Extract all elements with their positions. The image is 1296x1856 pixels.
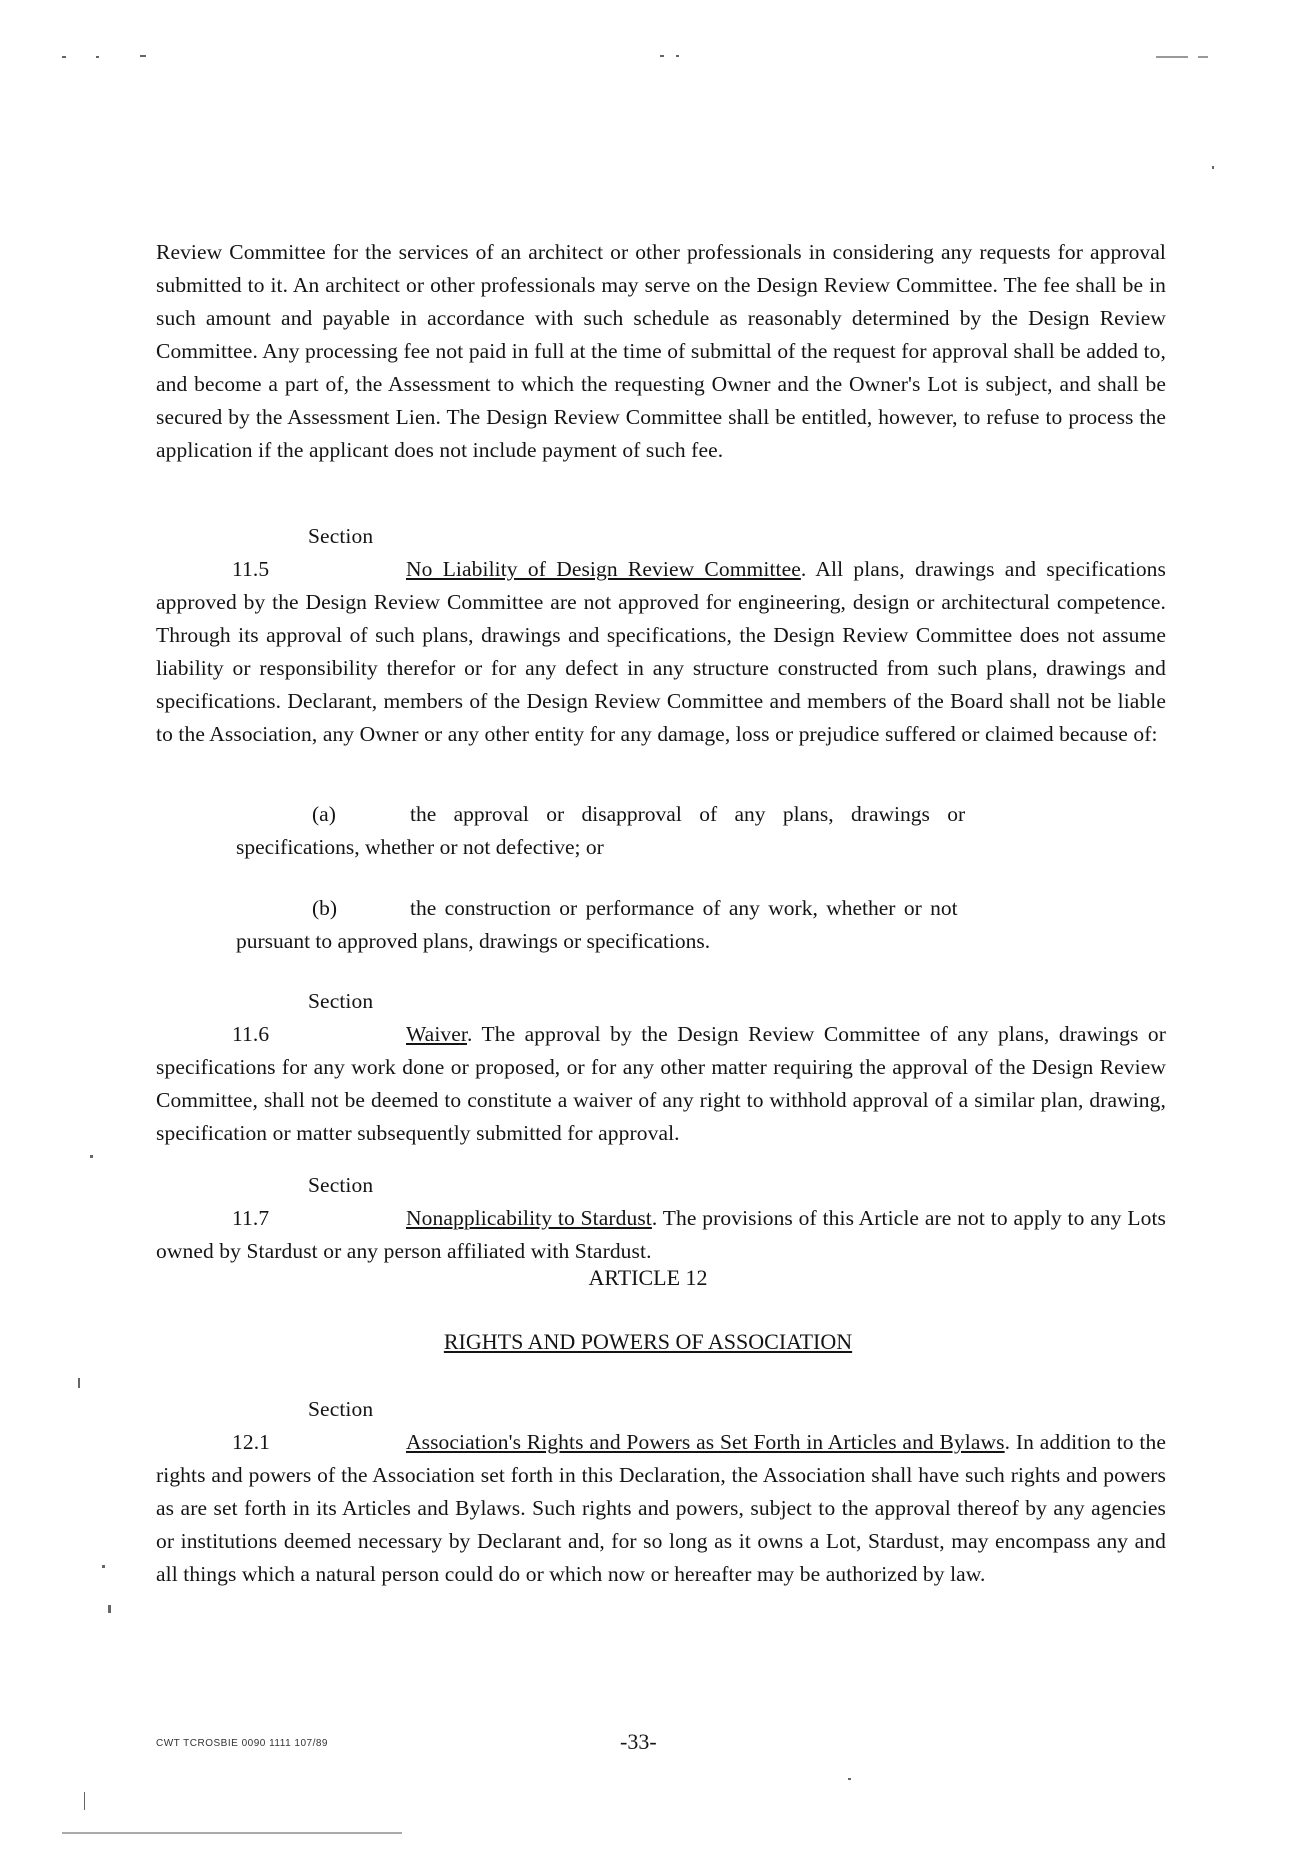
scan-speck bbox=[62, 1832, 402, 1834]
item-b-rest: pursuant to approved plans, drawings or specifications. bbox=[236, 929, 711, 953]
section-body: . The provisions of this Article are not to apply to any Lots owned by Stardust or any person affiliated with Stardust. bbox=[156, 1206, 1166, 1263]
item-b-first-line: the construction or performance of any work, whether or not bbox=[410, 896, 958, 920]
section-title: No Liability of Design Review Committee bbox=[406, 557, 801, 581]
footer-code-text: CWT TCROSBIE 0090 1111 107/89 bbox=[156, 1738, 328, 1749]
section-11-6 bbox=[156, 985, 1166, 1150]
article-number-text: ARTICLE 12 bbox=[588, 1265, 708, 1290]
scan-speck bbox=[78, 1378, 80, 1388]
scan-speck bbox=[102, 1565, 105, 1568]
scan-speck bbox=[676, 55, 679, 57]
scan-speck bbox=[90, 1155, 93, 1158]
item-b-label: (b) bbox=[312, 896, 338, 920]
page-number-text: -33- bbox=[620, 1729, 657, 1754]
paragraph-text: Review Committee for the services of an architect or other professionals in considering any requests for approval submitted to it. An architect or other professionals may serve on the Design Review Committee. The fee shall be in such amount and payable in accordance with such schedule as reasonably determined by the Design Review Committee. Any processing fee not paid in full at the time of submittal of the request for approval shall be added to, and become a part of, the Assessment to which the requesting Owner and the Owner's Lot is subject, and shall be secured by the Assessment Lien. The Design Review Committee shall be entitled, however, to refuse to process the application if the applicant does not include payment of such fee. bbox=[156, 240, 1166, 462]
section-title: Waiver bbox=[406, 1022, 467, 1046]
section-label: Section 11.7 bbox=[232, 1173, 374, 1230]
section-label: Section 11.5 bbox=[232, 524, 374, 581]
scan-speck bbox=[96, 56, 99, 58]
section-title: Nonapplicability to Stardust bbox=[406, 1206, 652, 1230]
paragraph-fee-continuation bbox=[156, 236, 1166, 467]
section-12-1 bbox=[156, 1393, 1166, 1591]
scan-speck bbox=[140, 55, 146, 57]
scan-speck bbox=[62, 56, 66, 58]
article-title bbox=[0, 1329, 1296, 1355]
item-a-rest: specifications, whether or not defective; or bbox=[236, 835, 604, 859]
section-11-7 bbox=[156, 1169, 1166, 1268]
item-a bbox=[236, 798, 1088, 864]
footer-document-code bbox=[156, 1738, 328, 1749]
section-title: Association's Rights and Powers as Set Forth in Articles and Bylaws bbox=[406, 1430, 1005, 1454]
scan-speck bbox=[848, 1778, 851, 1780]
scan-speck bbox=[660, 55, 664, 57]
item-a-first-line: the approval or disapproval of any plans, drawings or bbox=[410, 802, 966, 826]
section-body: . All plans, drawings and specifications approved by the Design Review Committee are not approved for engineering, design or architectural competence. Through its approval of such plans, drawings and specifications, the Design Review Committee does not assume liability or responsibility therefor or for any defect in any structure constructed from such plans, drawings and specifications. Declarant, members of the Design Review Committee and members of the Board shall not be liable to the Association, any Owner or any other entity for any damage, loss or prejudice suffered or claimed because of: bbox=[156, 557, 1166, 746]
section-11-5 bbox=[156, 520, 1166, 751]
scan-speck bbox=[1212, 166, 1214, 169]
section-label: Section 11.6 bbox=[232, 989, 374, 1046]
section-label: Section 12.1 bbox=[232, 1397, 374, 1454]
section-body: . In addition to the rights and powers of the Association set forth in this Declaration, the Association shall have such rights and powers as are set forth in its Articles and Bylaws. Such rights and powers, subject to the approval thereof by any agencies or institutions deemed necessary by Declarant and, for so long as it owns a Lot, Stardust, may encompass any and all things which a natural person could do or which now or hereafter may be authorized by law. bbox=[156, 1430, 1166, 1586]
article-title-text: RIGHTS AND POWERS OF ASSOCIATION bbox=[443, 1329, 853, 1354]
scan-speck bbox=[84, 1792, 85, 1810]
page-number bbox=[620, 1729, 657, 1755]
scan-speck bbox=[1198, 56, 1208, 58]
scan-speck bbox=[108, 1605, 111, 1613]
scan-speck bbox=[1156, 56, 1188, 58]
item-a-label: (a) bbox=[312, 802, 336, 826]
article-number bbox=[0, 1265, 1296, 1291]
section-body: . The approval by the Design Review Committee of any plans, drawings or specifications for any work done or proposed, or for any other matter requiring the approval of the Design Review Committee, shall not be deemed to constitute a waiver of any right to withhold approval of a similar plan, drawing, specification or matter subsequently submitted for approval. bbox=[156, 1022, 1166, 1145]
item-b bbox=[236, 892, 1088, 958]
